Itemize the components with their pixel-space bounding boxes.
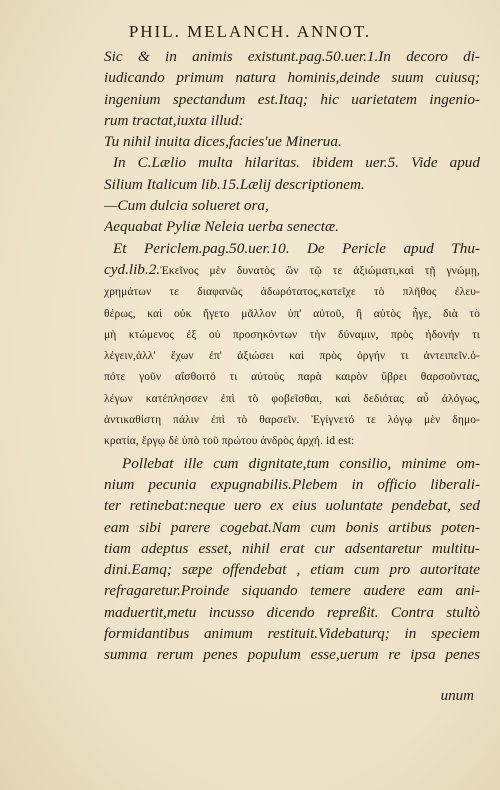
- text-line: summa rerum penes populum esse,uerum re ipsa penes: [104, 646, 480, 664]
- annotation-text: [104, 46, 480, 666]
- text-line: ingenium spectandum est.Itaq; hic uarietatem ingenio-: [104, 90, 480, 108]
- text-line: —Cum dulcia solueret ora,: [104, 197, 269, 215]
- text-line: Tu nihil inuita dices,facies'ue Minerua.: [104, 133, 342, 151]
- running-head: PHIL. MELANCH. ANNOT.: [128, 22, 372, 41]
- text-line: ter retinebat:neque uero ex eius uoluntate pendebat, sed: [104, 497, 480, 515]
- text-line: In C.Lælio multa hilaritas. ibidem uer.5. Vide apud: [113, 154, 480, 172]
- text-line: λέγειν,ἀλλ' ἔχων ἐπ' ἀξιώσει καὶ πρὸς ὀργήν τι ἀντειπεῖν.ὁ-: [104, 350, 480, 363]
- text-line: μὴ κτώμενος ἐξ οὐ προσηκόντων τὴν δύναμιν, πρὸς ἡδονήν τι: [104, 328, 480, 341]
- text-line: formidantibus animum restituit.Videbaturq; in speciem: [104, 625, 480, 643]
- text-line: χρημάτων τε διαφανῶς ἀδωρότατος,κατεῖχε τὸ πλῆθος ἐλευ-: [104, 286, 480, 299]
- text-line: maduertit,metu incusso dicendo repreßit. Contra stultò: [104, 603, 480, 621]
- text-line: Pollebat ille cum dignitate,tum consilio, minime om-: [122, 454, 480, 472]
- text-line: Silium Italicum lib.15.Lælij descriptionem.: [104, 175, 365, 193]
- text-line: eam sibi parere cogebat.Nam cum bonis artibus poten-: [104, 518, 480, 536]
- text-line: tiam adeptus esset, nihil erat cur adsentaretur multitu-: [104, 539, 480, 557]
- text-line: refragaretur.Proinde siquando temere audere eam ani-: [104, 582, 480, 600]
- text-line: rum tractat,iuxta illud:: [104, 111, 244, 129]
- text-line: θέρως, καὶ οὐκ ἤγετο μᾶλλον ὑπ' αὐτοῦ, ἢ αὐτὸς ἦγε, διὰ τὸ: [104, 307, 480, 320]
- text-line: Et Periclem.pag.50.uer.10. De Pericle apud Thu-: [113, 239, 480, 257]
- text-line: λέγων κατέπλησσεν ἐπὶ τὸ φοβεῖσθαι, καὶ δεδιότας αὖ ἀλόγως,: [104, 392, 480, 405]
- catchword: unum: [440, 688, 474, 704]
- text-line: iudicando primum natura hominis,deinde suum cuiusq;: [104, 69, 480, 87]
- text-line: ἀντικαθίστη πάλιν ἐπὶ τὸ θαρσεῖν. Ἐγίγνετό τε λόγῳ μὲν δημο-: [104, 414, 480, 427]
- text-line: πότε γοῦν αἴσθοιτό τι αὐτοὺς παρὰ καιρὸν ὕβρει θαρσοῦντας,: [104, 371, 480, 384]
- text-line: Sic & in animis existunt.pag.50.uer.1.In decoro di-: [104, 48, 480, 65]
- text-line: Aequabat Pyliæ Neleia uerba senectæ.: [104, 218, 339, 236]
- text-line: dini.Eamq; sæpe offendebat , etiam cum pro autoritate: [104, 561, 480, 579]
- text-line: nium pecunia expugnabilis.Plebem in officio liberali-: [104, 475, 480, 493]
- text-line: κρατία, ἔργῳ δὲ ὑπὸ τοῦ πρώτου ἀνδρὸς ἀρχή. id est:: [104, 435, 355, 448]
- text-line: cyd.lib.2.Ἐκεῖνος μὲν δυνατὸς ὢν τῷ τε ἀξιώματι,καὶ τῇ γνώμῃ,: [104, 260, 480, 278]
